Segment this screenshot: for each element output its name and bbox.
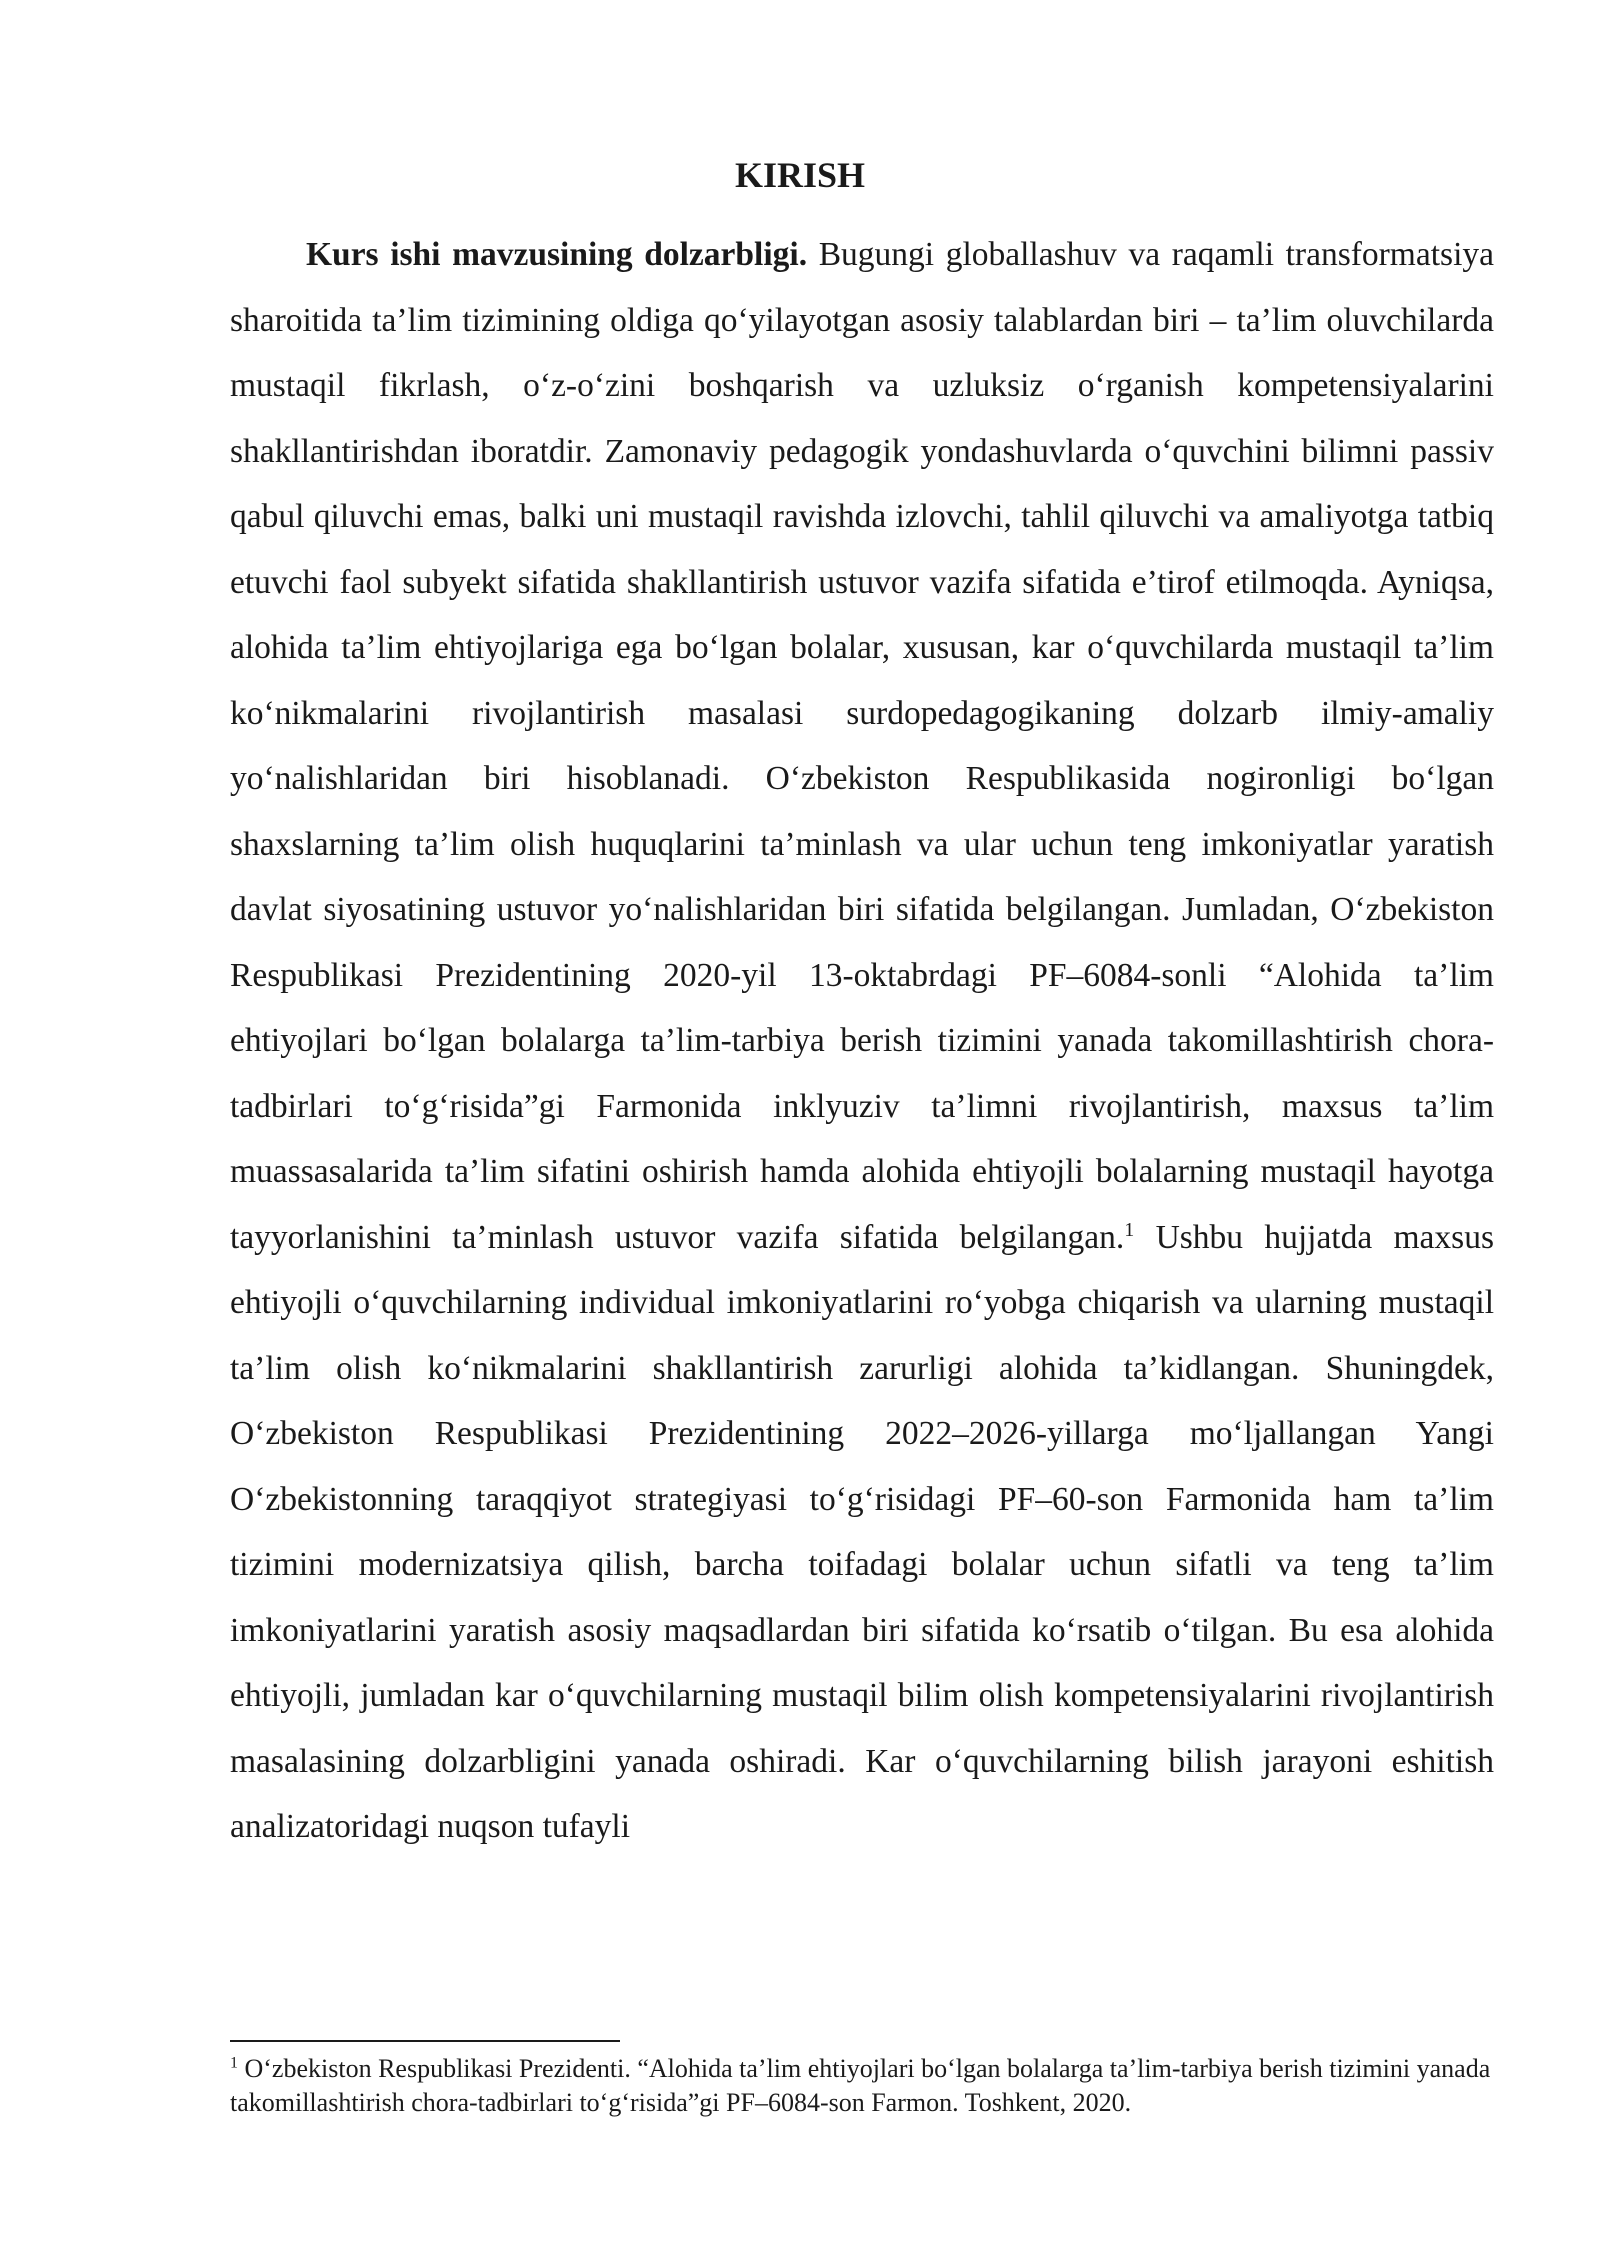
body-paragraph [230,222,1494,1860]
footnote-separator [230,2040,620,2042]
footnote-text: O‘zbekiston Respublikasi Prezidenti. “Alohida ta’lim ehtiyojlari bo‘lgan bolalarga ta’lim-tarbiya berish tizimini yanada takomillashtirish chora-tadbirlari to‘g‘risida”gi PF–6084-son Farmon. Toshkent, 2020. [230,2054,1491,2117]
paragraph-text-part-2: Ushbu hujjatda maxsus ehtiyojli o‘quvchilarning individual imkoniyatlarini ro‘yobga chiqarish va ularning mustaqil ta’lim olish ko‘nikmalarini shakllantirish zarurligi alohida ta’kidlangan. Shuningdek, O‘zbekiston Respublikasi Prezidentining 2022–2026-yillarga mo‘ljallangan Yangi O‘zbekistonning taraqqiyot strategiyasi to‘g‘risidagi PF–60-son Farmonida ham ta’lim tizimini modernizatsiya qilish, barcha toifadagi bolalar uchun sifatli va teng ta’lim imkoniyatlarini yaratish asosiy maqsadlardan biri sifatida ko‘rsatib o‘tilgan. Bu esa alohida ehtiyojli, jumladan kar o‘quvchilarning mustaqil bilim olish kompetensiyalarini rivojlantirish masalasining dolzarbligini yanada oshiradi. Kar o‘quvchilarning bilish jarayoni eshitish analizatoridagi nuqson tufayli [230,1218,1495,1845]
paragraph-lead: Kurs ishi mavzusining dolzarbligi. [306,236,808,273]
footnote-reference[interactable]: 1 [1124,1218,1135,1241]
footnote [230,2052,1494,2120]
footnote-number: 1 [230,2054,238,2072]
paragraph-text-part-1: Bugungi globallashuv va raqamli transformatsiya sharoitida ta’lim tizimining oldiga qo‘yilayotgan asosiy talablardan biri – ta’lim oluvchilarda mustaqil fikrlash, o‘z-o‘zini boshqarish va uzluksiz o‘rganish kompetensiyalarini shakllantirishdan iboratdir. Zamonaviy pedagogik yondashuvlarda o‘quvchini bilimni passiv qabul qiluvchi emas, balki uni mustaqil ravishda izlovchi, tahlil qiluvchi va amaliyotga tatbiq etuvchi faol subyekt sifatida shakllantirish ustuvor vazifa sifatida e’tirof etilmoqda. Ayniqsa, alohida ta’lim ehtiyojlariga ega bo‘lgan bolalar, xususan, kar o‘quvchilarda mustaqil ta’lim ko‘nikmalarini rivojlantirish masalasi surdopedagogikaning dolzarb ilmiy-amaliy yo‘nalishlaridan biri hisoblanadi. O‘zbekiston Respublikasida nogironligi bo‘lgan shaxslarning ta’lim olish huquqlarini ta’minlash va ular uchun teng imkoniyatlar yaratish davlat siyosatining ustuvor yo‘nalishlaridan biri sifatida belgilangan. Jumladan, O‘zbekiston Respublikasi Prezidentining 2020-yil 13-oktabrdagi PF–6084-sonli “Alohida ta’lim ehtiyojlari bo‘lgan bolalarga ta’lim-tarbiya berish tizimini yanada takomillashtirish chora-tadbirlari to‘g‘risida”gi Farmonida inklyuziv ta’limni rivojlantirish, maxsus ta’lim muassasalarida ta’lim sifatini oshirish hamda alohida ehtiyojli bolalarning mustaqil hayotga tayyorlanishini ta’minlash ustuvor vazifa sifatida belgilangan. [230,236,1494,1256]
section-heading: KIRISH [734,155,866,195]
